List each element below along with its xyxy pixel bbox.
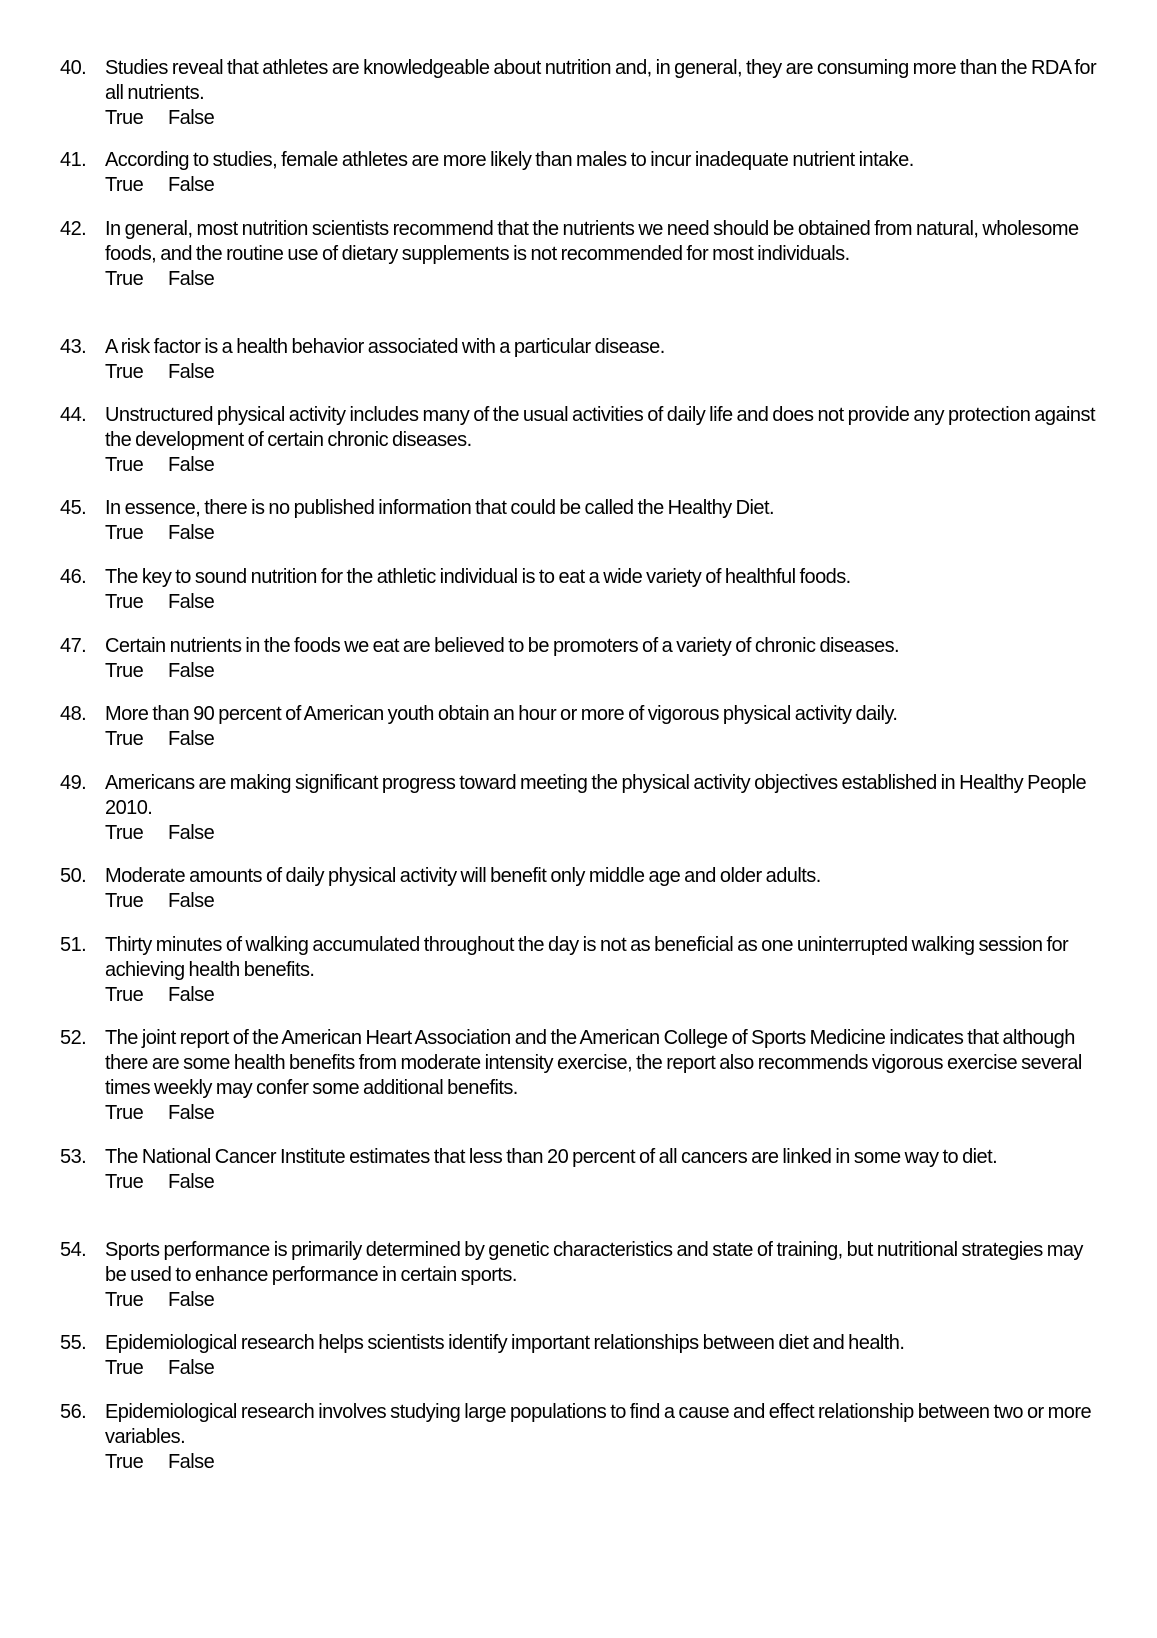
question-number: 40. (60, 57, 87, 79)
question-text: More than 90 percent of American youth obtain an hour or more of vigorous physical activity daily. (105, 703, 898, 725)
question-text: In essence, there is no published information that could be called the Healthy Diet. (105, 497, 775, 519)
question-number: 54. (60, 1239, 87, 1261)
choice-false[interactable]: False (168, 1451, 215, 1473)
choice-true[interactable]: True (105, 1451, 144, 1473)
answer-choices (105, 1356, 1100, 1381)
question-text: Unstructured physical activity includes many of the usual activities of daily life and does not provide any protection against the development of certain chronic diseases. (105, 404, 1095, 451)
choice-false[interactable]: False (168, 984, 215, 1006)
answer-choices (105, 983, 1100, 1008)
question-number: 43. (60, 336, 87, 358)
question-text: Epidemiological research involves studying large populations to find a cause and effect relationship between two or more variables. (105, 1401, 1092, 1448)
answer-choices (105, 1450, 1100, 1475)
question-text: In general, most nutrition scientists recommend that the nutrients we need should be obtained from natural, wholesome foods, and the routine use of dietary supplements is not recommended for most individuals. (105, 218, 1079, 265)
question-56 (60, 1400, 1100, 1475)
question-43 (60, 335, 1100, 385)
choice-true[interactable]: True (105, 822, 144, 844)
answer-choices (105, 453, 1100, 478)
choice-false[interactable]: False (168, 1357, 215, 1379)
choice-false[interactable]: False (168, 1289, 215, 1311)
question-number: 49. (60, 772, 87, 794)
question-text: Thirty minutes of walking accumulated throughout the day is not as beneficial as one uninterrupted walking session for achieving health benefits. (105, 934, 1069, 981)
answer-choices (105, 360, 1100, 385)
answer-choices (105, 659, 1100, 684)
question-52 (60, 1026, 1100, 1126)
answer-choices (105, 590, 1100, 615)
answer-choices (105, 821, 1100, 846)
question-number: 42. (60, 218, 87, 240)
question-text: Studies reveal that athletes are knowledgeable about nutrition and, in general, they are consuming more than the RDA for all nutrients. (105, 57, 1097, 104)
choice-false[interactable]: False (168, 822, 215, 844)
question-number: 55. (60, 1332, 87, 1354)
choice-false[interactable]: False (168, 890, 215, 912)
question-55 (60, 1331, 1100, 1381)
question-text: Americans are making significant progress toward meeting the physical activity objectives established in Healthy People 2010. (105, 772, 1087, 819)
choice-true[interactable]: True (105, 1289, 144, 1311)
choice-false[interactable]: False (168, 591, 215, 613)
choice-false[interactable]: False (168, 454, 215, 476)
choice-true[interactable]: True (105, 660, 144, 682)
question-48 (60, 702, 1100, 752)
question-text: Certain nutrients in the foods we eat are believed to be promoters of a variety of chronic diseases. (105, 635, 900, 657)
choice-true[interactable]: True (105, 454, 144, 476)
choice-false[interactable]: False (168, 107, 215, 129)
question-40 (60, 56, 1100, 131)
question-number: 51. (60, 934, 87, 956)
answer-choices (105, 889, 1100, 914)
question-text: Sports performance is primarily determined by genetic characteristics and state of training, but nutritional strategies may be used to enhance performance in certain sports. (105, 1239, 1083, 1286)
choice-true[interactable]: True (105, 174, 144, 196)
question-54 (60, 1238, 1100, 1313)
choice-false[interactable]: False (168, 361, 215, 383)
choice-true[interactable]: True (105, 268, 144, 290)
question-number: 41. (60, 149, 87, 171)
choice-false[interactable]: False (168, 174, 215, 196)
question-41 (60, 148, 1100, 198)
question-text: A risk factor is a health behavior associated with a particular disease. (105, 336, 665, 358)
question-number: 45. (60, 497, 87, 519)
choice-false[interactable]: False (168, 660, 215, 682)
question-53 (60, 1145, 1100, 1195)
choice-true[interactable]: True (105, 522, 144, 544)
answer-choices (105, 521, 1100, 546)
choice-false[interactable]: False (168, 522, 215, 544)
choice-true[interactable]: True (105, 890, 144, 912)
question-51 (60, 933, 1100, 1008)
answer-choices (105, 1101, 1100, 1126)
choice-true[interactable]: True (105, 107, 144, 129)
answer-choices (105, 173, 1100, 198)
question-number: 52. (60, 1027, 87, 1049)
choice-true[interactable]: True (105, 591, 144, 613)
question-text: According to studies, female athletes are more likely than males to incur inadequate nutrient intake. (105, 149, 914, 171)
question-44 (60, 403, 1100, 478)
answer-choices (105, 106, 1100, 131)
choice-true[interactable]: True (105, 1171, 144, 1193)
choice-true[interactable]: True (105, 728, 144, 750)
question-49 (60, 771, 1100, 846)
question-text: The key to sound nutrition for the athletic individual is to eat a wide variety of healthful foods. (105, 566, 851, 588)
question-number: 50. (60, 865, 87, 887)
question-number: 48. (60, 703, 87, 725)
question-42 (60, 217, 1100, 292)
choice-true[interactable]: True (105, 1102, 144, 1124)
question-text: The joint report of the American Heart Association and the American College of Sports Medicine indicates that although there are some health benefits from moderate intensity exercise, the report also recommends vigorous exercise several times weekly may confer some additional benefits. (105, 1027, 1082, 1099)
question-number: 47. (60, 635, 87, 657)
choice-true[interactable]: True (105, 984, 144, 1006)
choice-true[interactable]: True (105, 1357, 144, 1379)
question-47 (60, 634, 1100, 684)
question-number: 46. (60, 566, 87, 588)
choice-false[interactable]: False (168, 728, 215, 750)
question-46 (60, 565, 1100, 615)
answer-choices (105, 1288, 1100, 1313)
question-number: 44. (60, 404, 87, 426)
choice-false[interactable]: False (168, 268, 215, 290)
question-text: Moderate amounts of daily physical activity will benefit only middle age and older adults. (105, 865, 821, 887)
question-50 (60, 864, 1100, 914)
answer-choices (105, 267, 1100, 292)
answer-choices (105, 1170, 1100, 1195)
choice-true[interactable]: True (105, 361, 144, 383)
question-text: The National Cancer Institute estimates that less than 20 percent of all cancers are linked in some way to diet. (105, 1146, 998, 1168)
choice-false[interactable]: False (168, 1102, 215, 1124)
question-45 (60, 496, 1100, 546)
choice-false[interactable]: False (168, 1171, 215, 1193)
answer-choices (105, 727, 1100, 752)
question-number: 56. (60, 1401, 87, 1423)
question-text: Epidemiological research helps scientists identify important relationships between diet and health. (105, 1332, 905, 1354)
question-number: 53. (60, 1146, 87, 1168)
